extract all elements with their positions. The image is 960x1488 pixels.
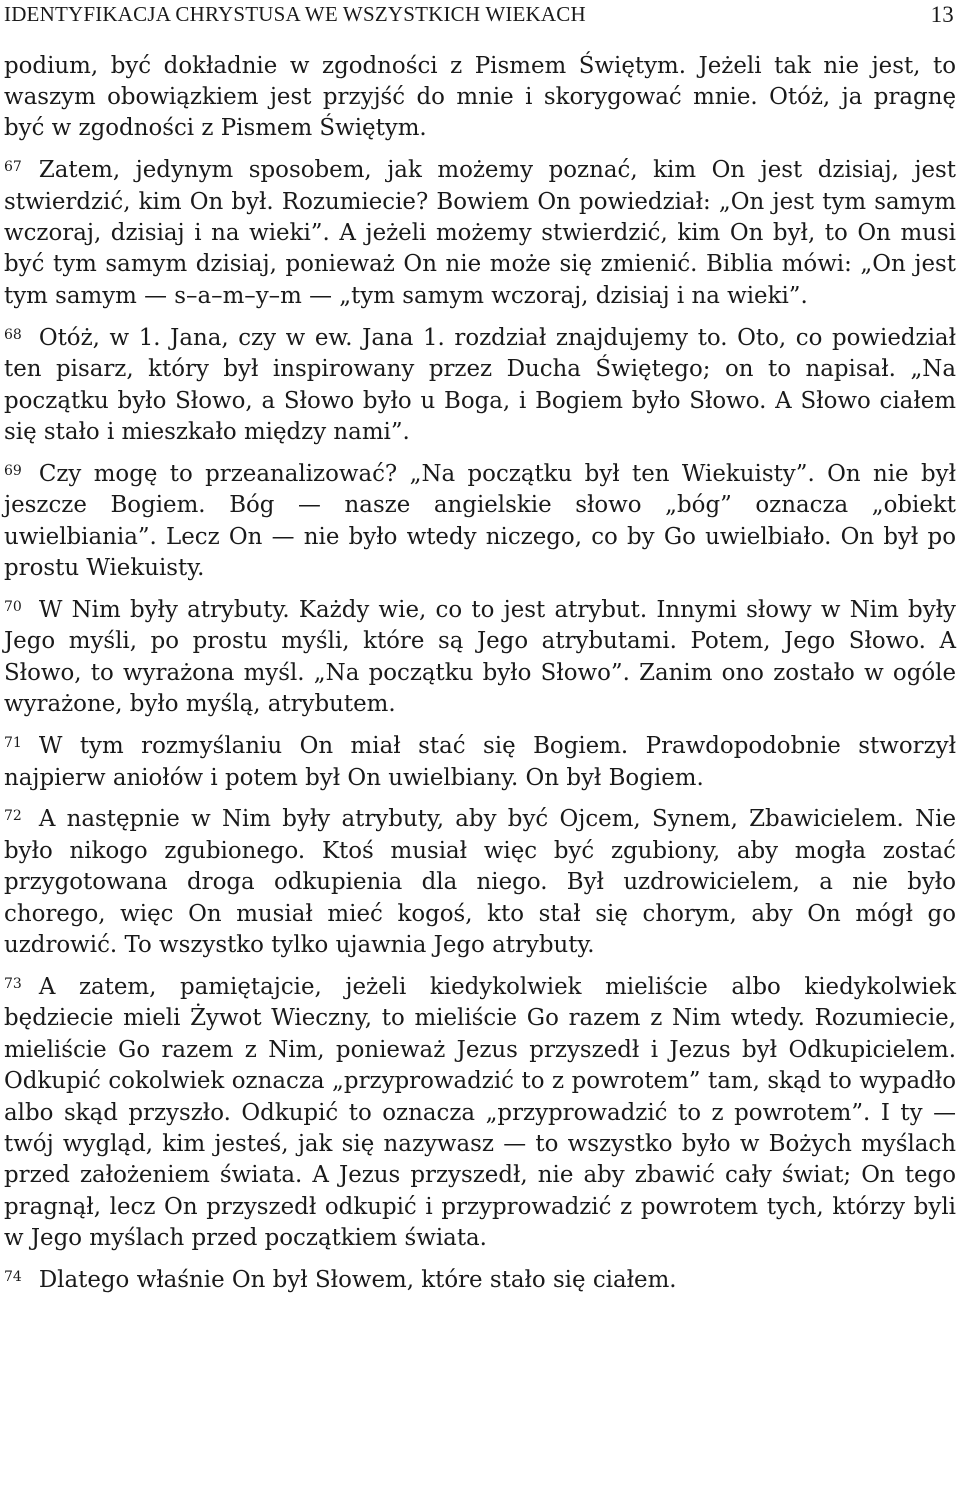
paragraph-text: Czy mogę to przeanalizować? „Na początku był ten Wiekuisty”. On nie był jeszcze Bogiem. Bóg — nasze angielskie słowo „bóg” oznacza „obiekt uwielbiania”. Lecz On — nie było wtedy niczego, co by Go uwielbiało. On był po prostu Wiekuisty. [4, 460, 956, 582]
paragraph-number: 72 [4, 808, 22, 825]
book-title: IDENTYFIKACJA CHRYSTUSA WE WSZYSTKICH WIEKACH [4, 2, 586, 26]
paragraph-73 [4, 969, 956, 1255]
paragraph-72 [4, 801, 956, 961]
paragraph-text: Dlatego właśnie On był Słowem, które stało się ciałem. [38, 1267, 677, 1294]
paragraph-number: 68 [4, 326, 22, 343]
paragraph-70 [4, 592, 956, 721]
page-number: 13 [930, 2, 954, 27]
paragraph-text: Otóż, w 1. Jana, czy w ew. Jana 1. rozdział znajdujemy to. Oto, co powiedział ten pisarz, który był inspirowany przez Ducha Świętego; on to napisał. „Na początku było Słowo, a Słowo było u Boga, i Bogiem było Słowo. A Słowo ciałem się stało i mieszkało między nami”. [4, 324, 956, 445]
paragraph-69 [4, 456, 956, 585]
paragraph-number: 73 [4, 975, 22, 992]
paragraph-text: W Nim były atrybuty. Każdy wie, co to jest atrybut. Innymi słowy w Nim były Jego myśli, po prostu myśli, które są Jego atrybutami. Potem, Jego Słowo. A Słowo, to wyrażona myśl. „Na początku było Słowo”. Zanim ono zostało w ogóle wyrażone, było myślą, atrybutem. [4, 597, 956, 718]
paragraph-68 [4, 320, 956, 449]
paragraph-text: A zatem, pamiętajcie, jeżeli kiedykolwiek mieliście albo kiedykolwiek będziecie mieli Żywot Wieczny, to mieliście Go razem z Nim wtedy. Rozumiecie, mieliście Go razem z Nim, ponieważ Jezus przyszedł i Jezus był Odkupicielem. Odkupić cokolwiek oznacza „przyprowadzić to z powrotem” tam, skąd to wypadło albo skąd przyszło. Odkupić to oznacza „przyprowadzić to z powrotem”. I ty — twój wygląd, kim jesteś, jak się nazywasz — to wszystko było w Bożych myślach przed założeniem świata. A Jezus przyszedł, nie aby zbawić cały świat; On tego pragnął, lecz On przyszedł odkupić i przyprowadzić z powrotem tych, którzy byli w Jego myślach przed początkiem świata. [4, 973, 956, 1252]
paragraph-text: W tym rozmyślaniu On miał stać się Bogiem. Prawdopodobnie stworzył najpierw aniołów i potem był On uwielbiany. On był Bogiem. [4, 733, 956, 791]
paragraph-number: 74 [4, 1269, 22, 1286]
paragraph-number: 69 [4, 462, 22, 479]
paragraph-text: podium, być dokładnie w zgodności z Pismem Świętym. Jeżeli tak nie jest, to waszym obowiązkiem jest przyjść do mnie i skorygować mnie. Otóż, ja pragnę być w zgodności z Pismem Świętym. [4, 52, 956, 142]
paragraph-number: 71 [4, 735, 22, 752]
running-header [4, 2, 954, 30]
paragraph-number: 70 [4, 599, 22, 615]
paragraph-71 [4, 728, 956, 794]
paragraph-text: A następnie w Nim były atrybuty, aby być Ojcem, Synem, Zbawicielem. Nie było nikogo zgubionego. Ktoś musiał więc być zgubiony, aby mogła zostać przygotowana droga odkupienia dla niego. Był uzdrowicielem, a nie było chorego, więc On musiał mieć kogoś, kto stał się chorym, aby On mógł go uzdrowić. To wszystko tylko ujawnia Jego atrybuty. [4, 806, 956, 959]
page-body [4, 52, 956, 1304]
paragraph-continued [4, 51, 956, 145]
paragraph-number: 67 [4, 159, 22, 176]
paragraph-67 [4, 152, 956, 312]
paragraph-text: Zatem, jedynym sposobem, jak możemy poznać, kim On jest dzisiaj, jest stwierdzić, kim On był. Rozumiecie? Bowiem On powiedział: „On jest tym samym wczoraj, dzisiaj i na wieki”. A jeżeli możemy stwierdzić, kim On był, to On musi być tym samym dzisiaj, ponieważ On nie może się zmienić. Biblia mówi: „On jest tym samym — s–a–m–y–m — „tym samym wczoraj, dzisiaj i na wieki”. [4, 157, 956, 309]
paragraph-74 [4, 1262, 956, 1296]
